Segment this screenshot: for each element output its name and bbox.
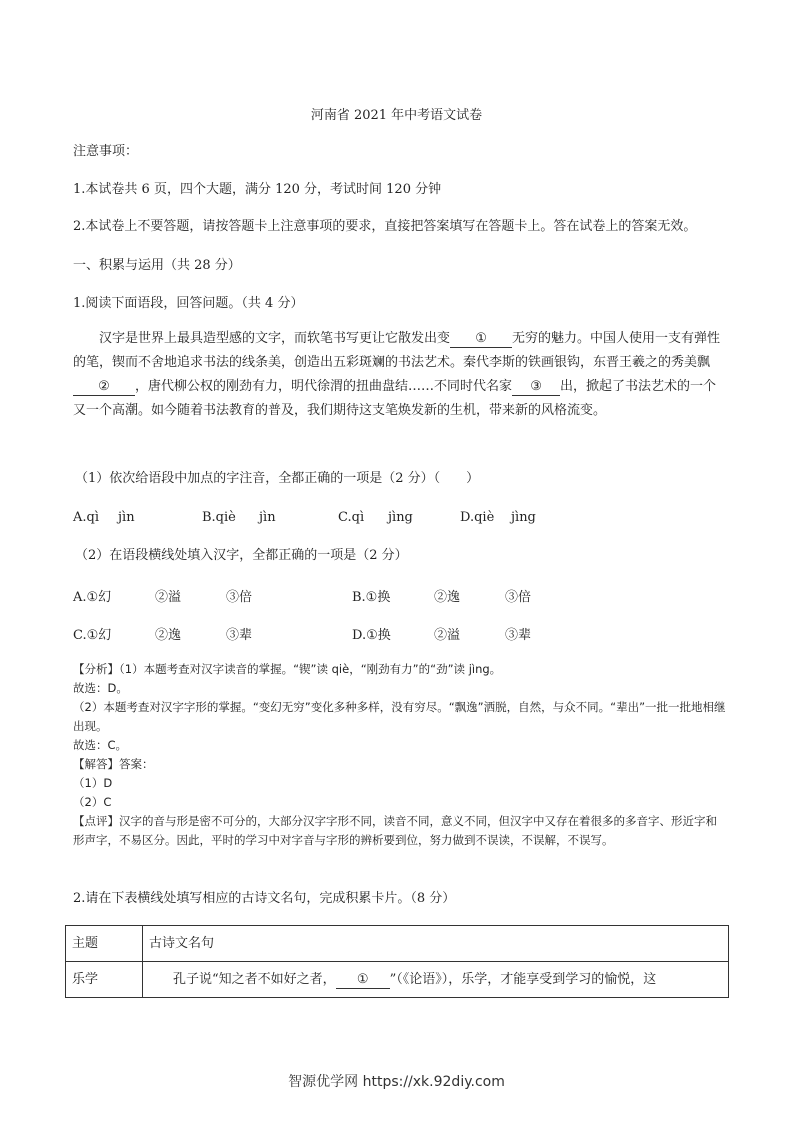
- sub2-option-c: C.①幻 ②逸 ③辈: [73, 628, 253, 643]
- page-footer: 智源优学网 https://xk.92diy.com: [288, 1074, 505, 1090]
- passage-text-3: ，唐代柳公权的刚劲有力，明代徐渭的扭曲盘结……不同时代名家: [135, 379, 513, 394]
- table-row: [66, 962, 729, 998]
- table-cell-theme: 乐学: [66, 962, 143, 998]
- sub1-option-c: C.qì jìng: [338, 510, 413, 525]
- answer-analysis: [73, 660, 728, 850]
- analysis-line-6: （1）D: [73, 776, 113, 790]
- notice-item-1: 1.本试卷共 6 页，四个大题，满分 120 分，考试时间 120 分钟: [73, 182, 442, 197]
- passage-text-1: 汉字是世界上最具造型感的文字，而软笔书写更让它散发出变: [99, 331, 451, 346]
- sub-question-1: （1）依次给语段中加点的字注音，全都正确的一项是（2 分）（ ）: [75, 471, 480, 486]
- table-blank-1: ①: [336, 972, 390, 989]
- accumulation-card-table: [65, 925, 729, 998]
- analysis-line-4: 故选：C。: [73, 738, 128, 752]
- notice-item-2: 2.本试卷上不要答题，请按答题卡上注意事项的要求，直接把答案填写在答题卡上。答在试卷上的答案无效。: [73, 219, 697, 234]
- table-header-quotes: 古诗文名句: [143, 926, 729, 962]
- passage-text-2: 无穷的魅力。中国人使用一支有弹性的笔，锲而不舍地追求书法的线条美，创造出五彩斑斓的书法艺术。秦代李斯的铁画银钩，东晋王羲之的秀美飘: [73, 331, 721, 370]
- question-1-stem: 1.阅读下面语段，回答问题。（共 4 分）: [73, 296, 304, 311]
- table-row: [66, 926, 729, 962]
- sub2-option-d: D.①换 ②溢 ③辈: [352, 628, 532, 643]
- analysis-line-5: 【解答】答案：: [73, 757, 154, 771]
- analysis-line-2: 故选：D。: [73, 681, 128, 695]
- section-heading: 一、积累与运用（共 28 分）: [73, 258, 241, 273]
- sub2-option-a: A.①幻 ②溢 ③倍: [73, 590, 253, 605]
- passage-text-4: 出，掀起了书法艺术的一个又一个高潮。如今随着书法教育的普及，我们期待这支笔焕发新的生机，带来新的风格流变。: [73, 379, 717, 418]
- table-header-theme: 主题: [66, 926, 143, 962]
- blank-1: ①: [450, 331, 512, 348]
- sub2-option-b: B.①换 ②逸 ③倍: [352, 590, 532, 605]
- analysis-line-1: 【分析】（1）本题考查对汉字读音的掌握。“锲”读 qiè，“刚劲有力”的“劲”读 jìng。: [73, 662, 502, 676]
- sub1-option-b: B.qiè jìn: [202, 510, 276, 525]
- question-2-stem: 2.请在下表横线处填写相应的古诗文名句，完成积累卡片。（8 分）: [73, 891, 456, 906]
- analysis-line-7: （2）C: [73, 795, 112, 809]
- notice-heading: 注意事项：: [73, 144, 139, 159]
- analysis-line-3: （2）本题考查对汉字字形的掌握。“变幻无穷”变化多种多样，没有穷尽。“飘逸”洒脱，自然，与众不同。“辈出”一批一批地相继出现。: [73, 700, 726, 733]
- blank-3: ③: [512, 379, 560, 396]
- sub1-option-a: A.qì jìn: [73, 510, 135, 525]
- sub-question-2: （2）在语段横线处填入汉字，全都正确的一项是（2 分）: [75, 548, 408, 563]
- blank-2: ②: [73, 379, 135, 396]
- page-title: 河南省 2021 年中考语文试卷: [310, 108, 483, 123]
- analysis-line-8: 【点评】汉字的音与形是密不可分的，大部分汉字字形不同，读音不同，意义不同，但汉字中又存在着很多的多音字、形近字和形声字，不易区分。因此，平时的学习中对字音与字形的辨析要到位，努力做到不误读，不误解，不误写。: [73, 814, 717, 847]
- sub1-option-d: D.qiè jìng: [460, 510, 536, 525]
- question-1-passage: [73, 327, 728, 423]
- table-cell-quote: 孔子说“知之者不如好之者， ① ”（《论语》），乐学，才能享受到学习的愉悦，这: [143, 962, 729, 998]
